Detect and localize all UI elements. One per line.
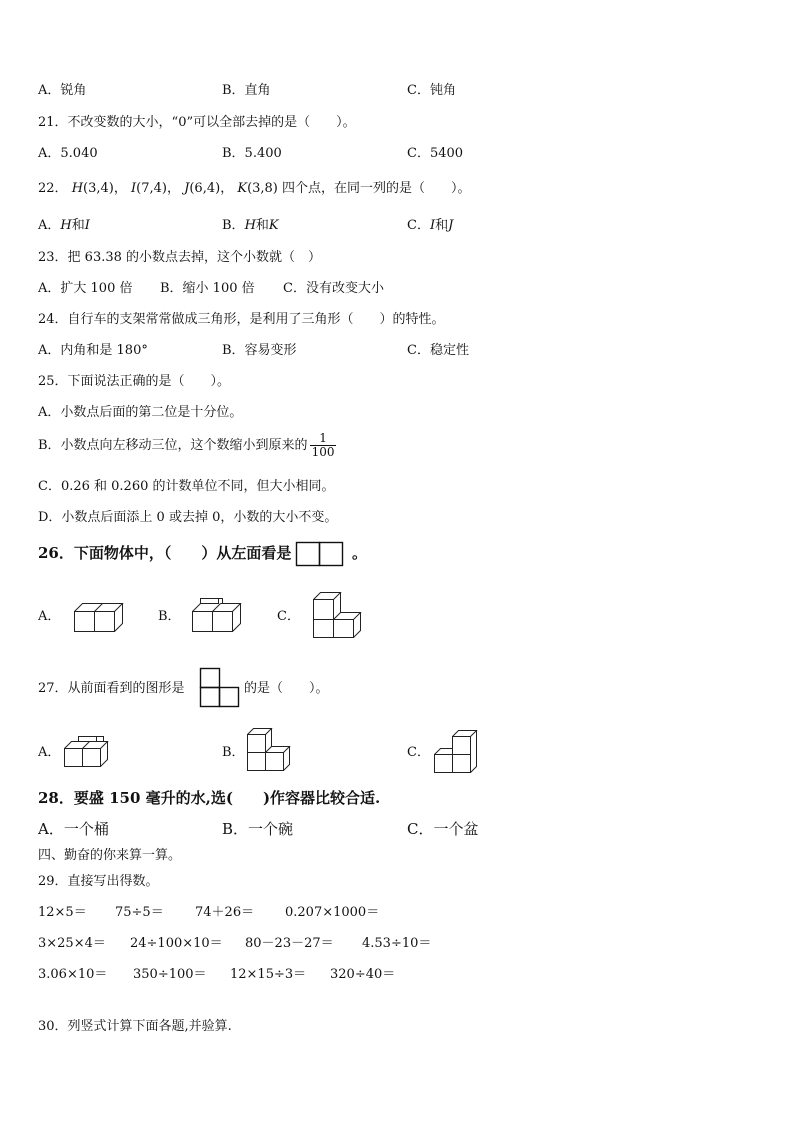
fraction — [310, 432, 337, 459]
q20-option-b: B．直角 — [222, 83, 271, 98]
q25-stem: 25．下面说法正确的是（ ）。 — [38, 374, 231, 389]
point-name: J — [448, 218, 454, 233]
point-i-name: I — [131, 181, 137, 196]
point-k-coord: (3,8) — [247, 181, 278, 196]
q22-stem — [38, 180, 471, 198]
q28-option-b: B．一个碗 — [222, 820, 294, 838]
calc-item: 75÷5＝ — [115, 905, 164, 920]
calc-item: 320÷40＝ — [330, 967, 396, 982]
point-k-name: K — [237, 181, 248, 196]
point-h-coord: (3,4) — [83, 181, 114, 196]
q22-tail: 四个点，在同一列的是（ ）。 — [282, 181, 471, 196]
calc-item: 0.207×1000＝ — [285, 905, 380, 920]
fraction-numerator: 1 — [310, 432, 337, 446]
separator: ， — [166, 181, 180, 196]
q26-left-view-figure — [296, 542, 346, 568]
q21-option-a: A．5.040 — [38, 146, 98, 161]
q25-option-a: A．小数点后面的第二位是十分位。 — [38, 405, 243, 420]
q25-option-b-text: B．小数点向左移动三位，这个数缩小到原来的 — [38, 438, 308, 453]
calc-item: 350÷100＝ — [133, 967, 207, 982]
q28-option-a: A．一个桶 — [38, 820, 109, 838]
q27-label-b: B． — [222, 745, 245, 760]
q24-option-c: C．稳定性 — [407, 343, 469, 358]
q21-option-b: B．5.400 — [222, 146, 282, 161]
calc-item: 3.06×10＝ — [38, 967, 108, 982]
q20-option-a: A．锐角 — [38, 83, 87, 98]
option-letter: A． — [38, 218, 61, 233]
q23-option-b: B．缩小 100 倍 — [160, 281, 255, 296]
calc-item: 4.53÷10＝ — [362, 936, 432, 951]
q27-stem-part1: 27．从前面看到的图形是 — [38, 681, 185, 696]
and-word: 和 — [435, 218, 449, 233]
q26-option-a-figure — [74, 603, 124, 635]
point-j-coord: (6,4) — [189, 181, 221, 196]
q24-option-a: A．内角和是 180° — [38, 343, 148, 358]
calc-item: 12×5＝ — [38, 905, 87, 920]
point-name: I — [429, 218, 436, 233]
q24-stem: 24．自行车的支架常常做成三角形，是利用了三角形（ ）的特性。 — [38, 312, 445, 327]
q22-number: 22． — [38, 181, 68, 196]
q26-label-c: C． — [277, 609, 300, 624]
point-name: H — [244, 218, 256, 233]
point-name: I — [84, 218, 90, 233]
calc-item: 80－23－27＝ — [245, 936, 334, 951]
q27-stem-part2: 的是（ ）。 — [244, 681, 329, 696]
q25-option-c: C．0.26 和 0.260 的计数单位不同，但大小相同。 — [38, 479, 335, 494]
q24-option-b: B．容易变形 — [222, 343, 297, 358]
separator: ， — [113, 181, 127, 196]
q21-option-c: C．5400 — [407, 146, 464, 161]
q21-stem: 21．不改变数的大小，“0”可以全部去掉的是（ ）。 — [38, 115, 356, 130]
q26-stem-end: 。 — [352, 544, 368, 562]
q22-option-a — [38, 217, 90, 235]
q28-stem: 28．要盛 150 毫升的水,选( )作容器比较合适. — [38, 789, 381, 807]
q25-option-d: D．小数点后面添上 0 或去掉 0，小数的大小不变。 — [38, 510, 338, 525]
q22-option-b — [222, 217, 279, 235]
q27-option-b-figure — [247, 728, 293, 774]
and-word: 和 — [71, 218, 85, 233]
q28-option-c: C．一个盆 — [407, 820, 479, 838]
calc-item: 74＋26＝ — [195, 905, 255, 920]
calc-item: 24÷100×10＝ — [130, 936, 223, 951]
q25-option-b — [38, 432, 336, 459]
and-word: 和 — [255, 218, 269, 233]
q27-option-a-figure — [64, 736, 110, 770]
q27-label-a: A． — [38, 745, 61, 760]
point-name: H — [60, 218, 72, 233]
calc-item: 3×25×4＝ — [38, 936, 106, 951]
point-i-coord: (7,4) — [136, 181, 167, 196]
option-letter: B． — [222, 218, 245, 233]
q26-option-b-figure — [192, 598, 242, 636]
q23-stem: 23．把 63.38 的小数点去掉，这个小数就（ ） — [38, 250, 322, 265]
separator: ， — [220, 181, 234, 196]
point-h-name: H — [71, 181, 84, 196]
calc-item: 12×15÷3＝ — [230, 967, 307, 982]
q26-label-a: A． — [38, 609, 61, 624]
q26-stem: 26．下面物体中，（ ）从左面看是 — [38, 544, 292, 562]
q20-option-c: C．钝角 — [407, 83, 456, 98]
q23-option-a: A．扩大 100 倍 — [38, 281, 133, 296]
q27-option-c-figure — [434, 730, 480, 776]
q29-stem: 29．直接写出得数。 — [38, 874, 159, 889]
q26-option-c-figure — [313, 592, 363, 640]
point-name: K — [268, 218, 279, 233]
fraction-denominator: 100 — [311, 445, 335, 459]
option-letter: C． — [407, 218, 430, 233]
q30-stem: 30．列竖式计算下面各题,并验算. — [38, 1019, 232, 1034]
point-j-name: J — [184, 181, 190, 196]
q22-option-c — [407, 217, 453, 235]
q27-front-view-figure — [200, 668, 242, 710]
section-heading: 四、勤奋的你来算一算。 — [38, 848, 182, 863]
q26-label-b: B． — [158, 609, 181, 624]
q27-label-c: C． — [407, 745, 430, 760]
q23-option-c: C．没有改变大小 — [283, 281, 384, 296]
